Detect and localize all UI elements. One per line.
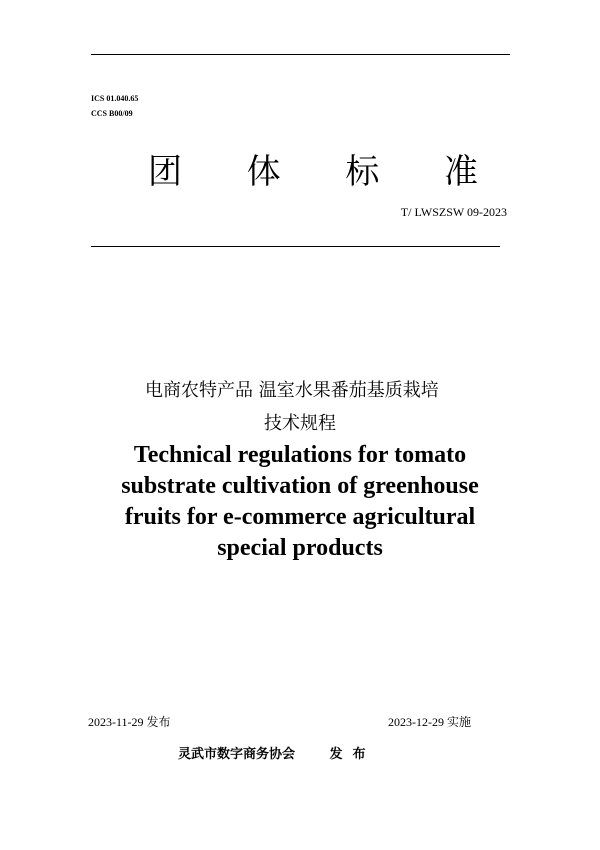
classification-codes (91, 91, 138, 121)
title-en-line-2: substrate cultivation of greenhouse (121, 473, 479, 499)
standard-type-char: 体 (246, 152, 281, 192)
issuer-verb: 发布 (329, 747, 376, 762)
issuer-line (178, 743, 376, 762)
title-cn-line-1: 电商农特产品 温室水果番茄基质栽培 (145, 380, 439, 401)
ics-code: ICS 01.040.65 (91, 94, 139, 103)
middle-rule (91, 246, 500, 247)
standard-number: T/ LWSZSW 09-2023 (400, 205, 507, 219)
title-en-line-3: fruits for e-commerce agricultural (124, 504, 476, 530)
implementation-label: 实施 (447, 715, 472, 729)
title-cn-line-2: 技术规程 (264, 413, 336, 434)
title-en (0, 440, 600, 564)
implementation-date-block (388, 713, 471, 730)
issuer-name: 灵武市数字商务协会 (178, 747, 296, 762)
standard-type-char: 团 (148, 152, 182, 192)
release-date-block (88, 713, 171, 730)
implementation-date: 2023-12-29 (388, 715, 444, 729)
release-label: 发布 (146, 715, 171, 729)
standard-type-heading (148, 150, 478, 194)
release-date: 2023-11-29 (88, 715, 144, 729)
title-en-line-4: special products (217, 535, 383, 561)
standard-type-char: 准 (443, 152, 478, 192)
standard-type-char: 标 (345, 152, 380, 192)
ccs-code: CCS B00/09 (91, 109, 133, 118)
title-en-line-1: Technical regulations for tomato (133, 442, 467, 468)
top-rule (91, 54, 510, 55)
